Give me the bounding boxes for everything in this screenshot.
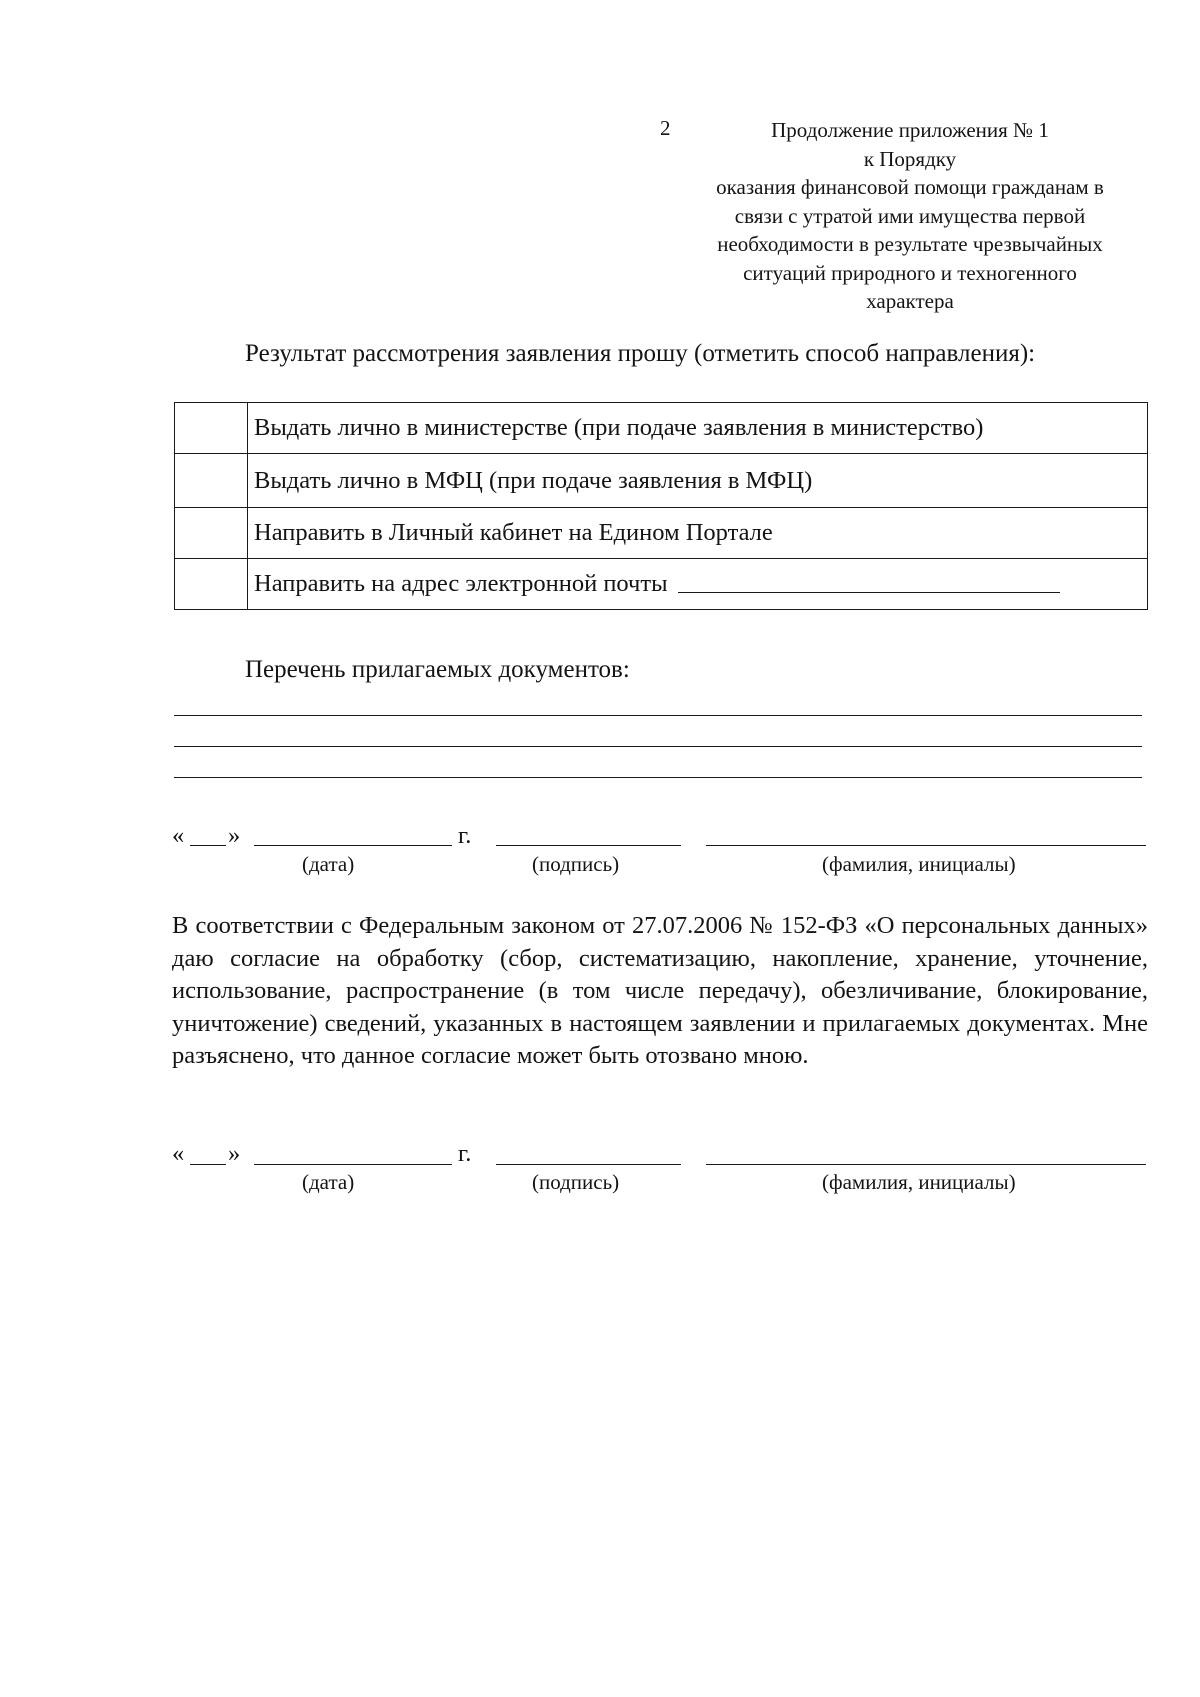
header-line: необходимости в результате чрезвычайных [717, 232, 1103, 256]
option-label-email [248, 559, 1148, 610]
header-line: оказания финансовой помощи гражданам в [716, 175, 1104, 199]
header-line: ситуаций природного и техногенного [743, 260, 1077, 285]
option-checkbox[interactable] [175, 454, 248, 508]
date-caption: (дата) [302, 852, 355, 876]
signature-field[interactable] [496, 845, 681, 846]
option-row [175, 454, 1148, 508]
option-checkbox[interactable] [175, 403, 248, 454]
documents-line[interactable] [174, 746, 1142, 747]
day-field[interactable] [190, 845, 226, 846]
option-label: Выдать лично в министерстве (при подаче заявления в министерство) [248, 403, 1148, 454]
delivery-options-table [174, 402, 1148, 610]
option-label: Направить на адрес электронной почты [254, 570, 668, 597]
signature-field[interactable] [496, 1164, 681, 1165]
option-checkbox[interactable] [175, 508, 248, 559]
signature-caption: (подпись) [532, 1170, 620, 1194]
result-prompt: Результат рассмотрения заявления прошу (отметить способ направления): [245, 340, 1036, 367]
header-line: Продолжение приложения № 1 [771, 118, 1049, 142]
header-line: характера [866, 289, 954, 313]
name-field[interactable] [706, 845, 1146, 846]
option-row [175, 403, 1148, 454]
header-line: связи с утратой ими имущества первой [734, 203, 1086, 228]
option-row [175, 559, 1148, 610]
date-field[interactable] [254, 1164, 452, 1165]
signature-caption: (подпись) [532, 852, 620, 876]
date-field[interactable] [254, 845, 452, 846]
quote-close: » [228, 1140, 241, 1167]
consent-paragraph: В соответствии с Федеральным законом от 27.07.2006 № 152-ФЗ «О персональных данных» даю согласие на обработку (сбор, систематизацию, накопление, хранение, уточнение, использование, распространение (в том числе передачу), обезличивание, блокирование, уничтожение) сведений, указанных в настоящем заявлении и прилагаемых документах. Мне разъяснено, что данное согласие может быть отозвано мною. [172, 912, 1148, 1069]
documents-title: Перечень прилагаемых документов: [245, 656, 630, 683]
option-label: Направить в Личный кабинет на Едином Портале [248, 508, 1148, 559]
option-row [175, 508, 1148, 559]
name-caption: (фамилия, инициалы) [822, 852, 1016, 876]
quote-close: » [228, 822, 241, 849]
name-field[interactable] [706, 1164, 1146, 1165]
day-field[interactable] [190, 1164, 226, 1165]
quote-open: « [172, 822, 185, 849]
year-suffix: г. [458, 822, 472, 849]
year-suffix: г. [458, 1140, 472, 1167]
documents-line[interactable] [174, 715, 1142, 716]
quote-open: « [172, 1140, 185, 1167]
appendix-header [670, 116, 1150, 316]
page-number: 2 [660, 116, 671, 140]
option-checkbox[interactable] [175, 559, 248, 610]
documents-line[interactable] [174, 777, 1142, 778]
name-caption: (фамилия, инициалы) [822, 1170, 1016, 1194]
email-field[interactable] [678, 591, 1060, 593]
option-label: Выдать лично в МФЦ (при подаче заявления в МФЦ) [248, 454, 1148, 508]
header-line: к Порядку [863, 146, 957, 171]
date-caption: (дата) [302, 1170, 355, 1194]
